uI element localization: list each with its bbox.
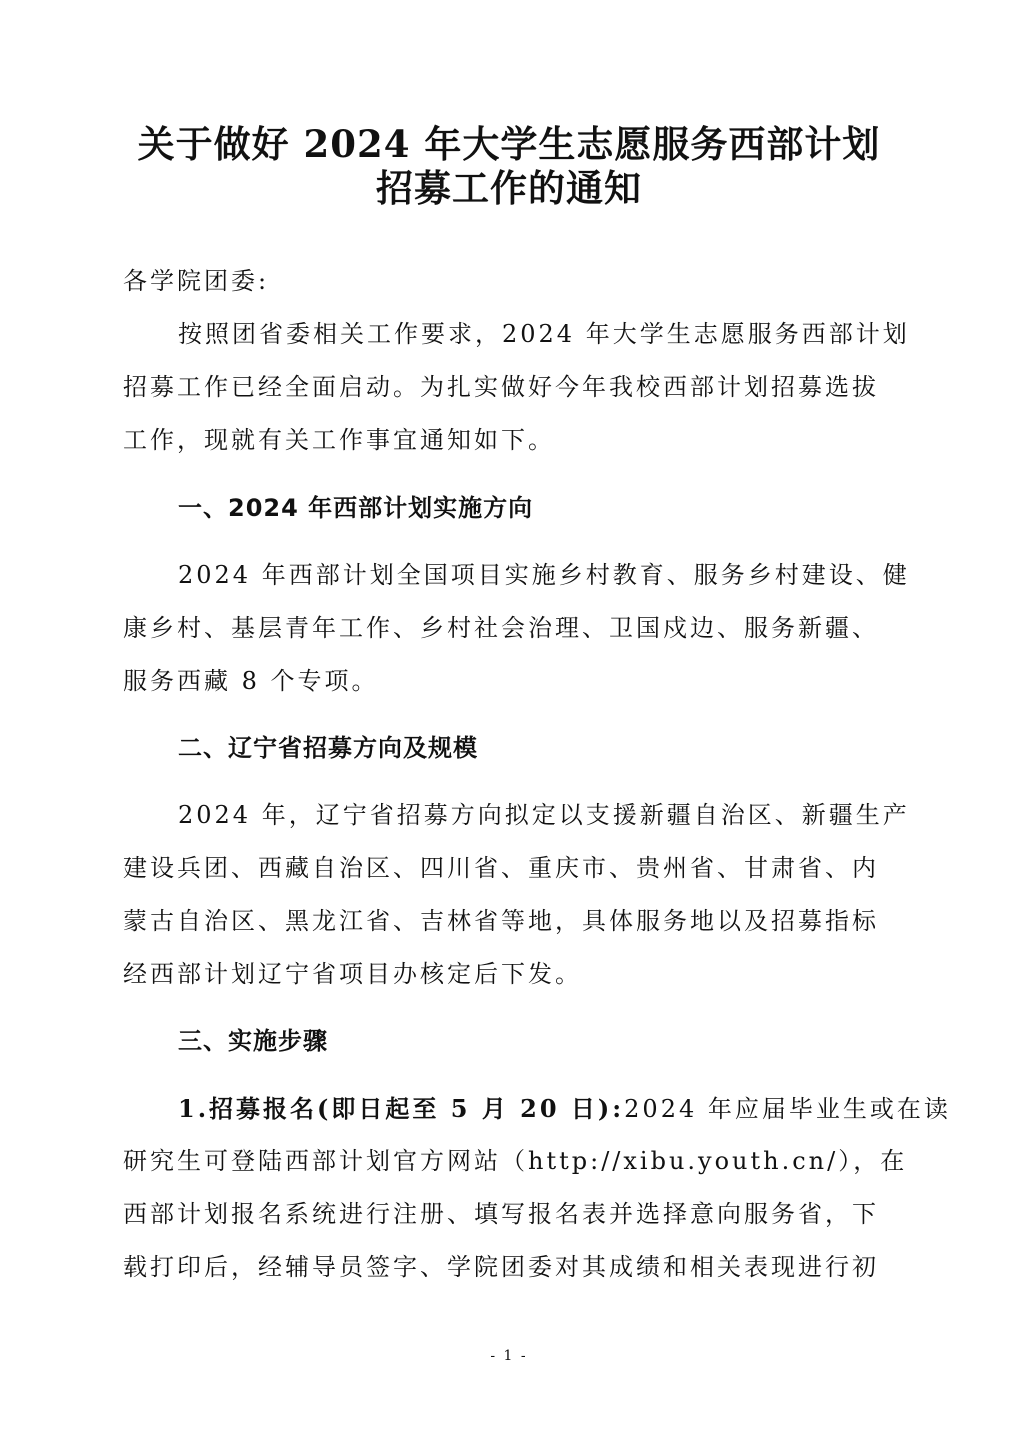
document-title-line-1: 关于做好 2024 年大学生志愿服务西部计划 [137,122,881,166]
page-number: - 1 - [490,1348,528,1364]
salutation: 各学院团委: [123,267,270,295]
step-1-first-line-rest: 2024 年应届毕业生或在读 [624,1095,951,1123]
intro-line-2: 招募工作已经全面启动。为扎实做好今年我校西部计划招募选拔 [123,373,879,401]
step-1-line-3: 西部计划报名系统进行注册、填写报名表并选择意向服务省，下 [123,1200,879,1228]
intro-line-3: 工作，现就有关工作事宜通知如下。 [123,426,555,454]
step-1-line-2: 研究生可登陆西部计划官方网站（http://xibu.youth.cn/），在 [123,1147,908,1175]
section-1-line-1: 2024 年西部计划全国项目实施乡村教育、服务乡村建设、健 [178,561,910,589]
document-title-line-2: 招募工作的通知 [376,166,642,210]
step-1-line-1 [178,1082,951,1136]
section-2-line-4: 经西部计划辽宁省项目办核定后下发。 [123,960,582,988]
section-1-line-3: 服务西藏 8 个专项。 [123,667,379,695]
section-3-heading: 三、实施步骤 [178,1027,328,1055]
section-2-line-1: 2024 年，辽宁省招募方向拟定以支援新疆自治区、新疆生产 [178,801,910,829]
step-1-lead: 1.招募报名(即日起至 5 月 20 日): [178,1094,625,1123]
intro-line-1: 按照团省委相关工作要求，2024 年大学生志愿服务西部计划 [178,320,910,348]
section-1-line-2: 康乡村、基层青年工作、乡村社会治理、卫国戍边、服务新疆、 [123,614,879,642]
section-1-heading: 一、2024 年西部计划实施方向 [178,494,534,522]
step-1-line-4: 载打印后，经辅导员签字、学院团委对其成绩和相关表现进行初 [123,1253,879,1281]
section-2-line-3: 蒙古自治区、黑龙江省、吉林省等地，具体服务地以及招募指标 [123,907,879,935]
section-2-line-2: 建设兵团、西藏自治区、四川省、重庆市、贵州省、甘肃省、内 [123,854,879,882]
section-2-heading: 二、辽宁省招募方向及规模 [178,734,478,762]
